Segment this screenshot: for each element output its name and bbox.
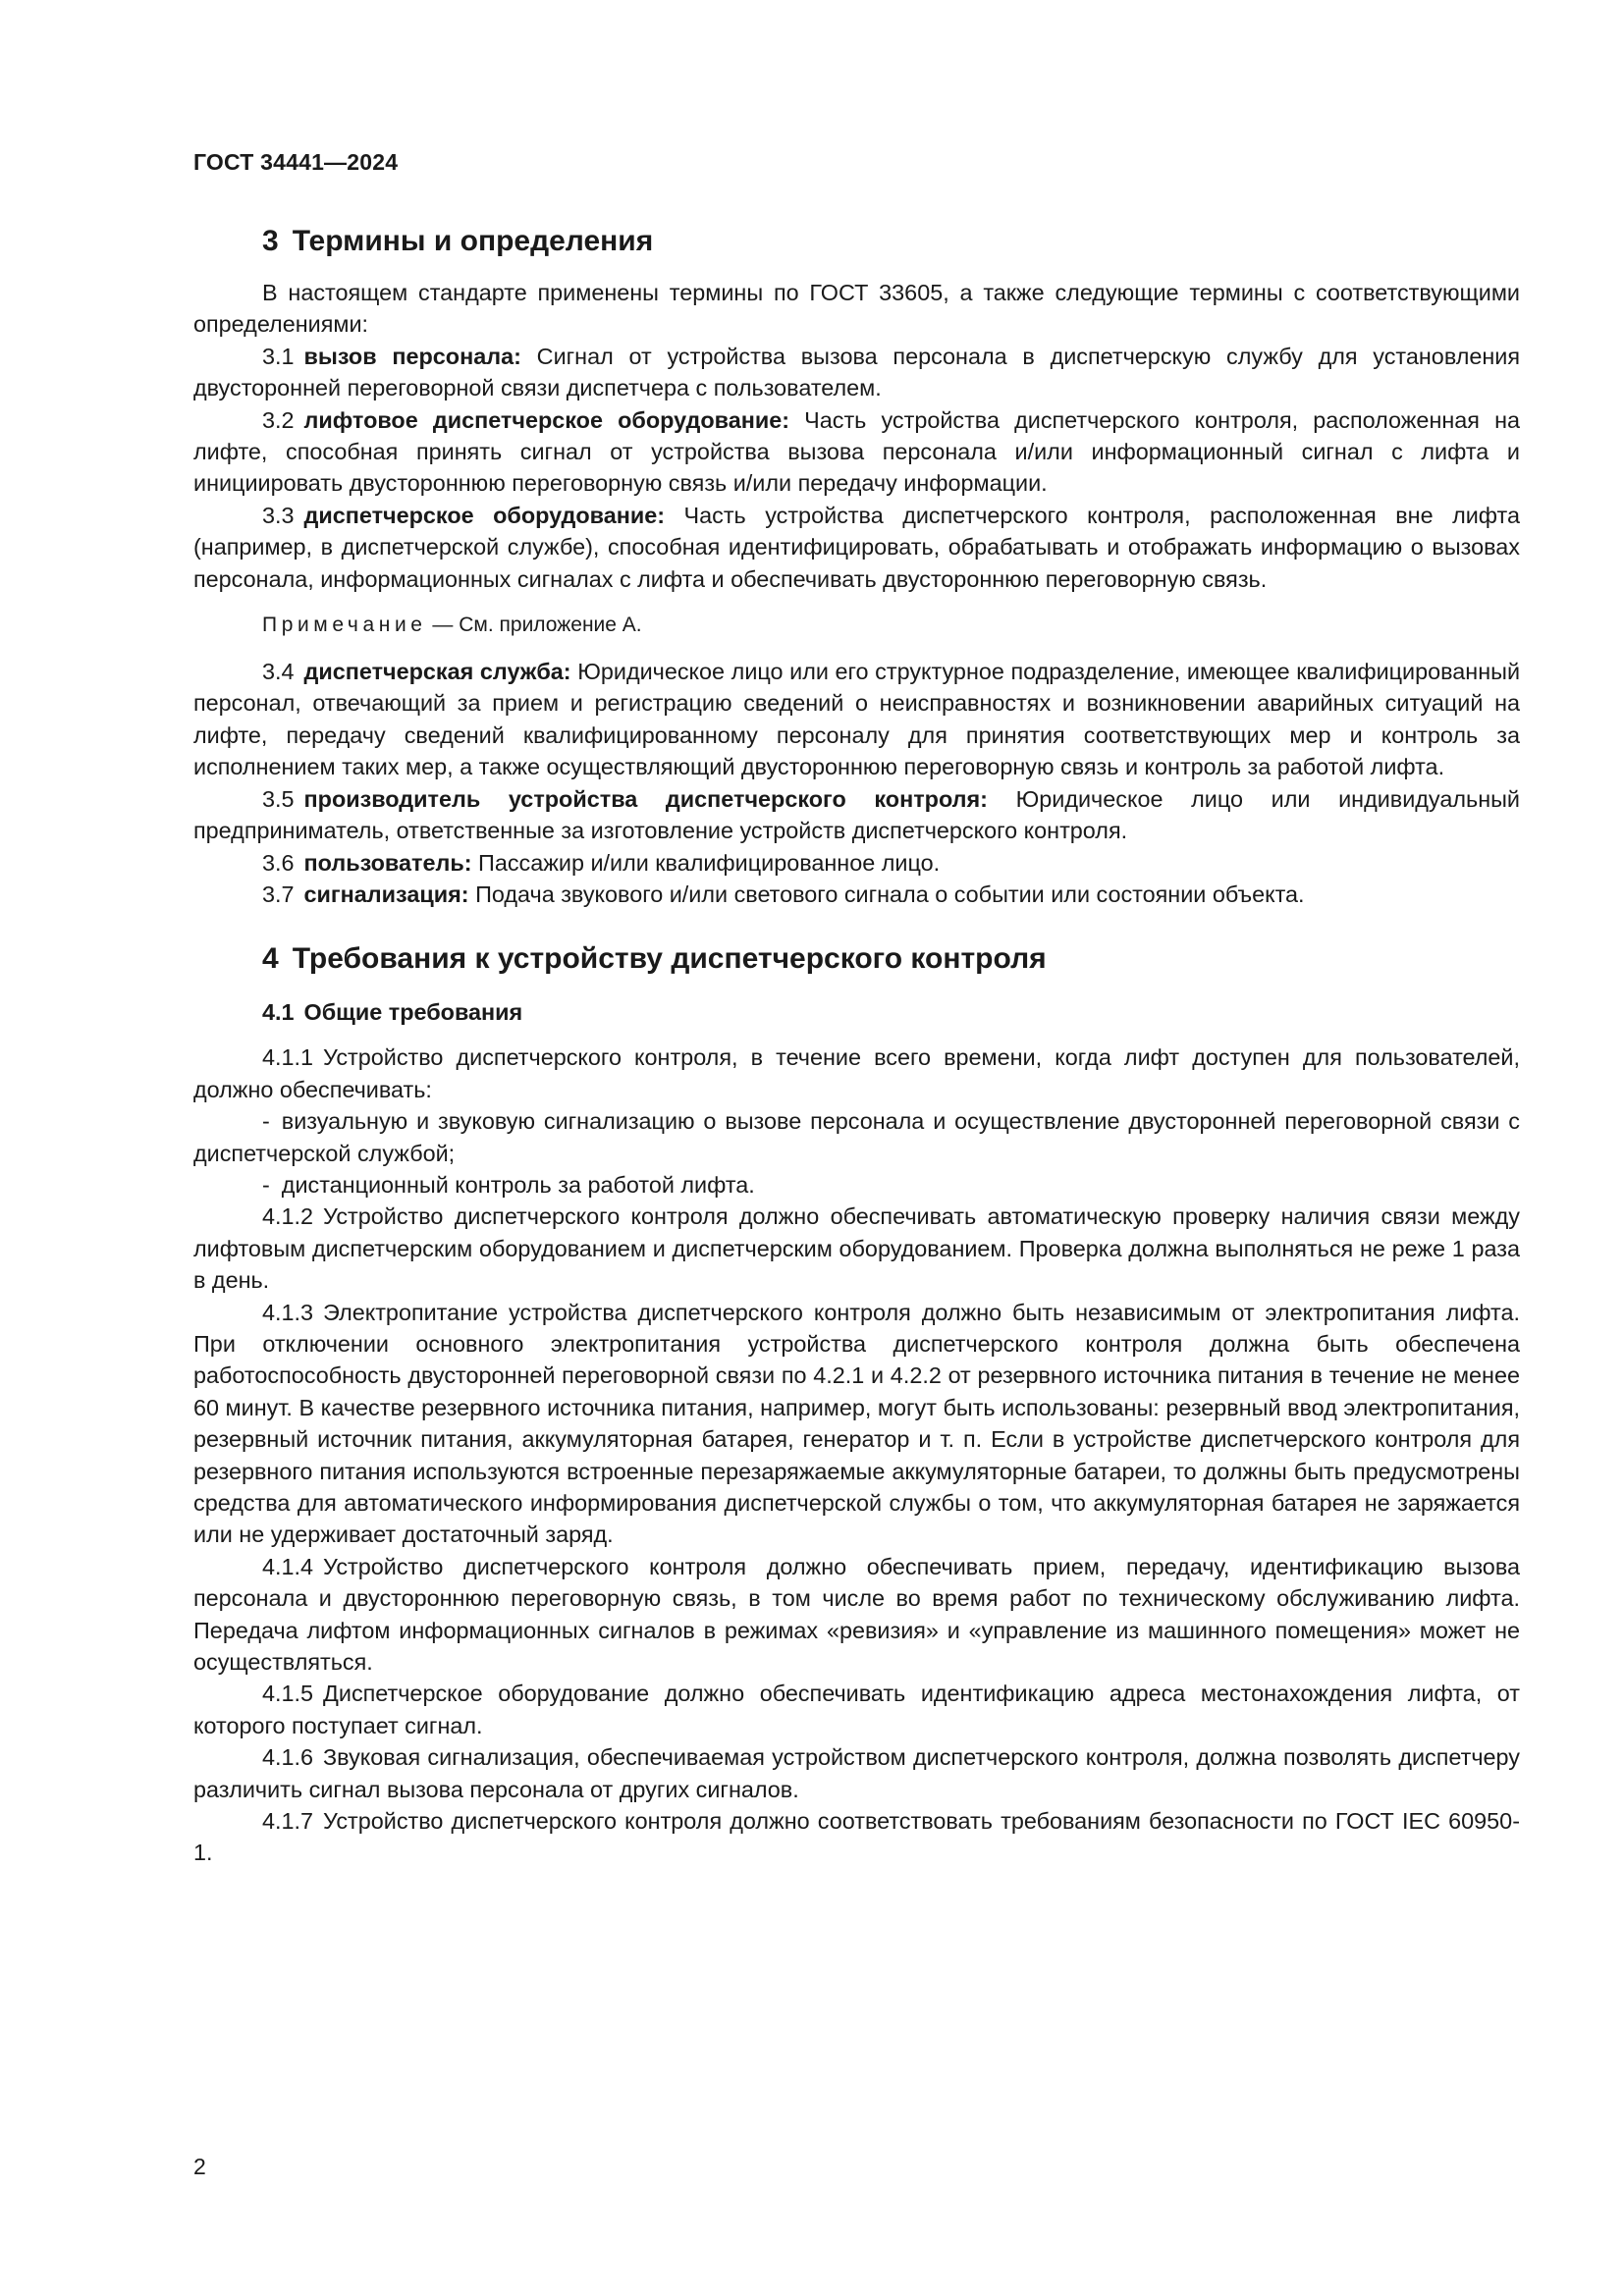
term-number: 3.4 bbox=[262, 659, 295, 685]
term-name: производитель устройства диспетчерского контроля: bbox=[303, 785, 988, 812]
clause-4-1-4 bbox=[193, 1551, 1520, 1679]
clause-text: Электропитание устройства диспетчерского контроля должно быть независимым от электропитания лифта. При отключении основного электропитания устройства диспетчерского контроля должна быть обеспечена работоспособность двусторонней переговорной связи по 4.2.1 и 4.2.2 от резервного источника питания в течение не менее 60 минут. В качестве резервного источника питания, например, могут быть использованы: резервный ввод электропитания, резервный источник питания, аккумуляторная батарея, генератор и т. п. Если в устройстве диспетчерского контроля для резервного питания используются встроенные перезаряжаемые аккумуляторные батареи, то должны быть предусмотрены средства для автоматического информирования диспетчерской службы о том, что аккумуляторная батарея не заряжается или не удерживает достаточный заряд. bbox=[193, 1299, 1520, 1548]
section-number: 3 bbox=[262, 225, 279, 257]
note bbox=[262, 611, 1520, 640]
term-definition: Юридическое лицо или его структурное подразделение, имеющее квалифицированный персонал, отвечающий за прием и регистрацию сведений о неисправностях и возникновении аварийных ситуаций на лифте, передачу сведений квалифицированному персоналу для принятия соответствующих мер и контроль за исполнением таких мер, а также осуществляющий двустороннюю переговорную связь и контроль за работой лифта. bbox=[193, 659, 1521, 780]
note-label: Примечание bbox=[262, 614, 427, 637]
section-4-heading bbox=[193, 939, 1520, 979]
clause-number: 4.1.4 bbox=[262, 1553, 314, 1579]
term-name: диспетчерское оборудование: bbox=[303, 502, 666, 528]
term-definition: Пассажир и/или квалифицированное лицо. bbox=[478, 849, 941, 876]
clause-number: 4.1.1 bbox=[262, 1044, 314, 1071]
clause-number: 4.1.6 bbox=[262, 1744, 314, 1771]
term-3-7 bbox=[193, 879, 1520, 910]
term-number: 3.7 bbox=[262, 881, 295, 907]
term-3-5 bbox=[193, 783, 1520, 847]
term-name: сигнализация: bbox=[303, 881, 469, 907]
clause-text: Устройство диспетчерского контроля должно соответствовать требованиям безопасности по ГОСТ IEC 60950-1. bbox=[193, 1808, 1520, 1866]
clause-text: Диспетчерское оборудование должно обеспечивать идентификацию адреса местонахождения лифта, от которого поступает сигнал. bbox=[193, 1681, 1520, 1738]
list-item bbox=[193, 1169, 1520, 1201]
section-title: Термины и определения bbox=[292, 225, 654, 257]
clause-4-1-2 bbox=[193, 1201, 1520, 1296]
term-name: диспетчерская служба: bbox=[303, 659, 571, 685]
clause-4-1-1 bbox=[193, 1041, 1520, 1105]
clause-number: 4.1.7 bbox=[262, 1808, 314, 1835]
term-name: пользователь: bbox=[303, 849, 472, 876]
term-name: лифтовое диспетчерское оборудование: bbox=[303, 406, 790, 433]
clause-4-1-3 bbox=[193, 1297, 1520, 1551]
term-3-6 bbox=[193, 847, 1520, 879]
list-item-text: дистанционный контроль за работой лифта. bbox=[281, 1171, 755, 1198]
clause-4-1-5 bbox=[193, 1678, 1520, 1741]
term-definition: Часть устройства диспетчерского контроля, расположенная на лифте, способная принять сигнал от устройства вызова персонала и/или информационный сигнал с лифта и инициировать двустороннюю переговорную связь и/или передачу информации. bbox=[193, 406, 1520, 497]
list-item-text: визуальную и звуковую сигнализацию о вызове персонала и осуществление двусторонней переговорной связи с диспетчерской службой; bbox=[193, 1108, 1520, 1166]
section-number: 4 bbox=[262, 942, 279, 976]
clause-text: Устройство диспетчерского контроля должно обеспечивать прием, передачу, идентификацию вызова персонала и двустороннюю переговорную связь, в том числе во время работ по техническому обслуживанию лифта. Передача лифтом информационных сигналов в режимах «ревизия» и «управление из машинного помещения» может не осуществляться. bbox=[193, 1553, 1520, 1676]
subsection-4-1-heading bbox=[193, 996, 1520, 1028]
subsection-title: Общие требования bbox=[303, 999, 523, 1026]
clause-number: 4.1.3 bbox=[262, 1299, 314, 1325]
clause-4-1-6 bbox=[193, 1741, 1520, 1805]
note-text: — См. приложение А. bbox=[432, 614, 642, 637]
term-3-2 bbox=[193, 404, 1520, 500]
term-number: 3.6 bbox=[262, 849, 295, 876]
list-dash: - bbox=[262, 1108, 270, 1135]
term-name: вызов персонала: bbox=[303, 343, 521, 369]
term-definition: Часть устройства диспетчерского контроля, расположенная вне лифта (например, в диспетчерской службе), способная идентифицировать, обрабатывать и отображать информацию о вызовах персонала, информационных сигналах с лифта и обеспечивать двустороннюю переговорную связь. bbox=[193, 502, 1520, 592]
clause-text: Устройство диспетчерского контроля, в течение всего времени, когда лифт доступен для пользователей, должно обеспечивать: bbox=[193, 1044, 1520, 1102]
section-title: Требования к устройству диспетчерского контроля bbox=[292, 942, 1047, 976]
term-number: 3.1 bbox=[262, 343, 295, 369]
term-3-3 bbox=[193, 500, 1520, 595]
term-number: 3.5 bbox=[262, 785, 295, 812]
clause-number: 4.1.2 bbox=[262, 1203, 314, 1230]
clause-number: 4.1.5 bbox=[262, 1681, 314, 1707]
term-definition: Юридическое лицо или индивидуальный предприниматель, ответственные за изготовление устройств диспетчерского контроля. bbox=[193, 785, 1520, 844]
clause-4-1-7 bbox=[193, 1805, 1520, 1869]
term-number: 3.3 bbox=[262, 502, 295, 528]
list-dash: - bbox=[262, 1171, 270, 1198]
clause-text: Устройство диспетчерского контроля должно обеспечивать автоматическую проверку наличия связи между лифтовым диспетчерским оборудованием и диспетчерским оборудованием. Проверка должна выполняться не реже 1 раза в день. bbox=[193, 1203, 1520, 1294]
term-number: 3.2 bbox=[262, 406, 295, 433]
term-3-1 bbox=[193, 341, 1520, 404]
term-definition: Сигнал от устройства вызова персонала в диспетчерскую службу для установления двусторонней переговорной связи диспетчера с пользователем. bbox=[193, 343, 1521, 401]
page-content bbox=[193, 222, 1520, 1869]
standard-designation: ГОСТ 34441—2024 bbox=[193, 149, 399, 175]
list-item bbox=[193, 1105, 1520, 1169]
page-number: 2 bbox=[193, 2154, 206, 2179]
term-3-4 bbox=[193, 656, 1520, 783]
section-3-heading bbox=[193, 222, 1520, 261]
subsection-number: 4.1 bbox=[262, 999, 295, 1026]
clause-text: Звуковая сигнализация, обеспечиваемая устройством диспетчерского контроля, должна позволять диспетчеру различить сигнал вызова персонала от других сигналов. bbox=[193, 1744, 1520, 1802]
term-definition: Подача звукового и/или светового сигнала о событии или состоянии объекта. bbox=[475, 881, 1305, 907]
section-3-intro: В настоящем стандарте применены термины по ГОСТ 33605, а также следующие термины с соответствующими определениями: bbox=[193, 280, 1520, 338]
